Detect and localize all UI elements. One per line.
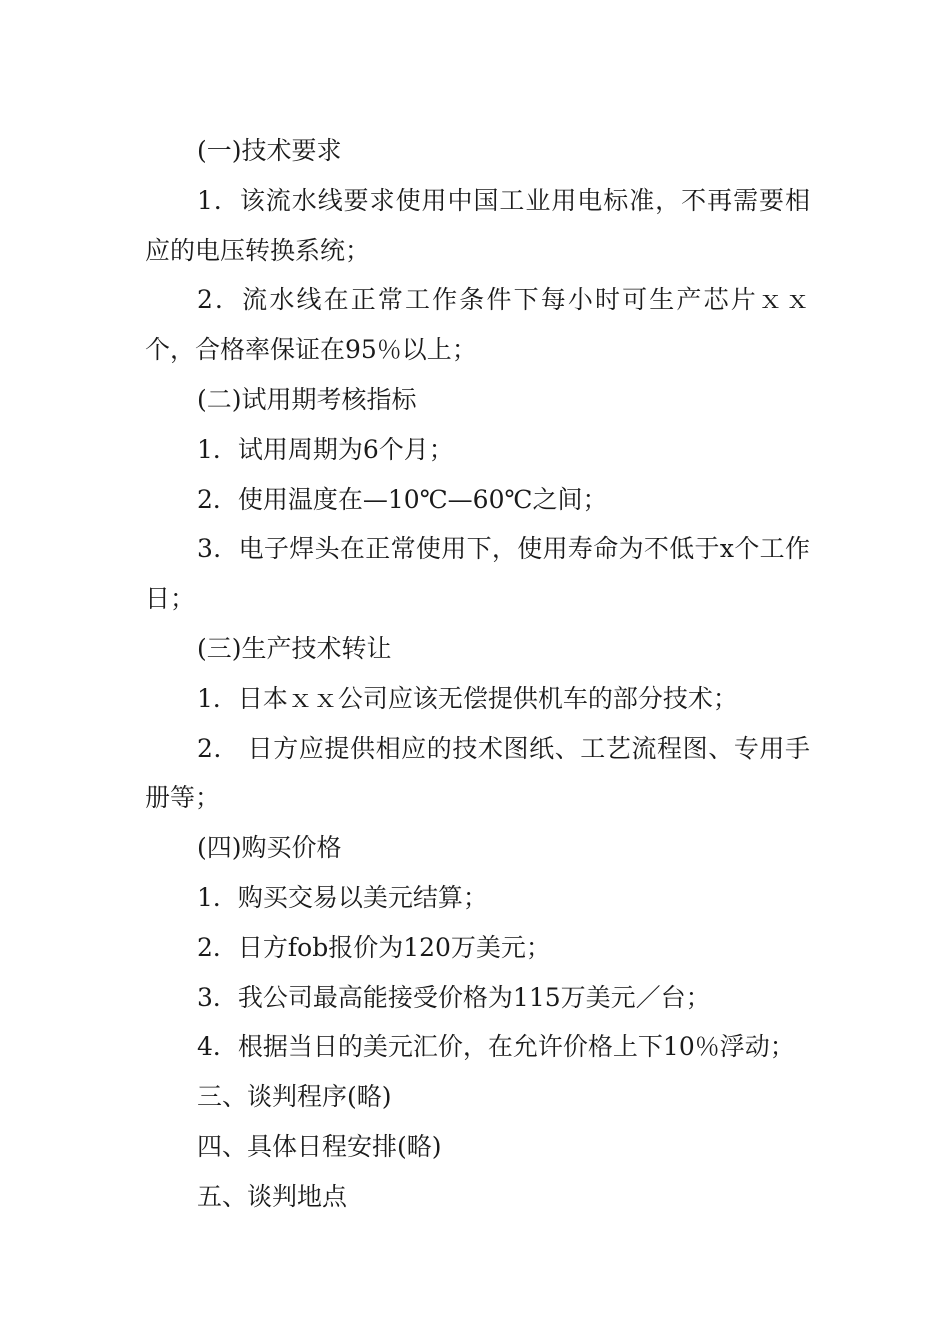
section-heading-technical-requirements: (一)技术要求	[197, 136, 342, 165]
section-heading-purchase-price: (四)购买价格	[197, 833, 342, 863]
section-heading-location: 五、谈判地点	[197, 1181, 348, 1211]
list-item-free-technology: 1．日本ｘｘ公司应该无偿提供机车的部分技术；	[197, 683, 738, 713]
list-item-fob-quote: 2．日方fob报价为120万美元；	[197, 932, 551, 962]
list-item-temperature: 2．使用温度在—10℃—60℃之间；	[197, 484, 608, 514]
section-heading-schedule: 四、具体日程安排(略)	[197, 1131, 442, 1161]
list-item-max-price: 3．我公司最高能接受价格为115万美元／台；	[197, 982, 711, 1012]
section-heading-technology-transfer: (三)生产技术转让	[197, 633, 392, 663]
list-item-drawings-manuals: 2． 日方应提供相应的技术图纸、工艺流程图、专用手册等；	[145, 733, 810, 813]
list-item-trial-duration: 1．试用周期为6个月；	[197, 434, 454, 464]
document-body	[145, 126, 810, 1222]
list-item-service-life: 3．电子焊头在正常使用下，使用寿命为不低于x个工作日；	[145, 534, 810, 614]
list-item-usd-settlement: 1．购买交易以美元结算；	[197, 882, 488, 912]
list-item-power-standard: 1．该流水线要求使用中国工业用电标准，不再需要相应的电压转换系统；	[145, 185, 810, 265]
list-item-production-rate: 2．流水线在正常工作条件下每小时可生产芯片ｘｘ个，合格率保证在95％以上；	[145, 285, 810, 365]
list-item-price-fluctuation: 4．根据当日的美元汇价，在允许价格上下10％浮动；	[197, 1032, 795, 1062]
section-heading-trial-period: (二)试用期考核指标	[197, 384, 417, 414]
section-heading-negotiation-procedure: 三、谈判程序(略)	[197, 1082, 392, 1112]
